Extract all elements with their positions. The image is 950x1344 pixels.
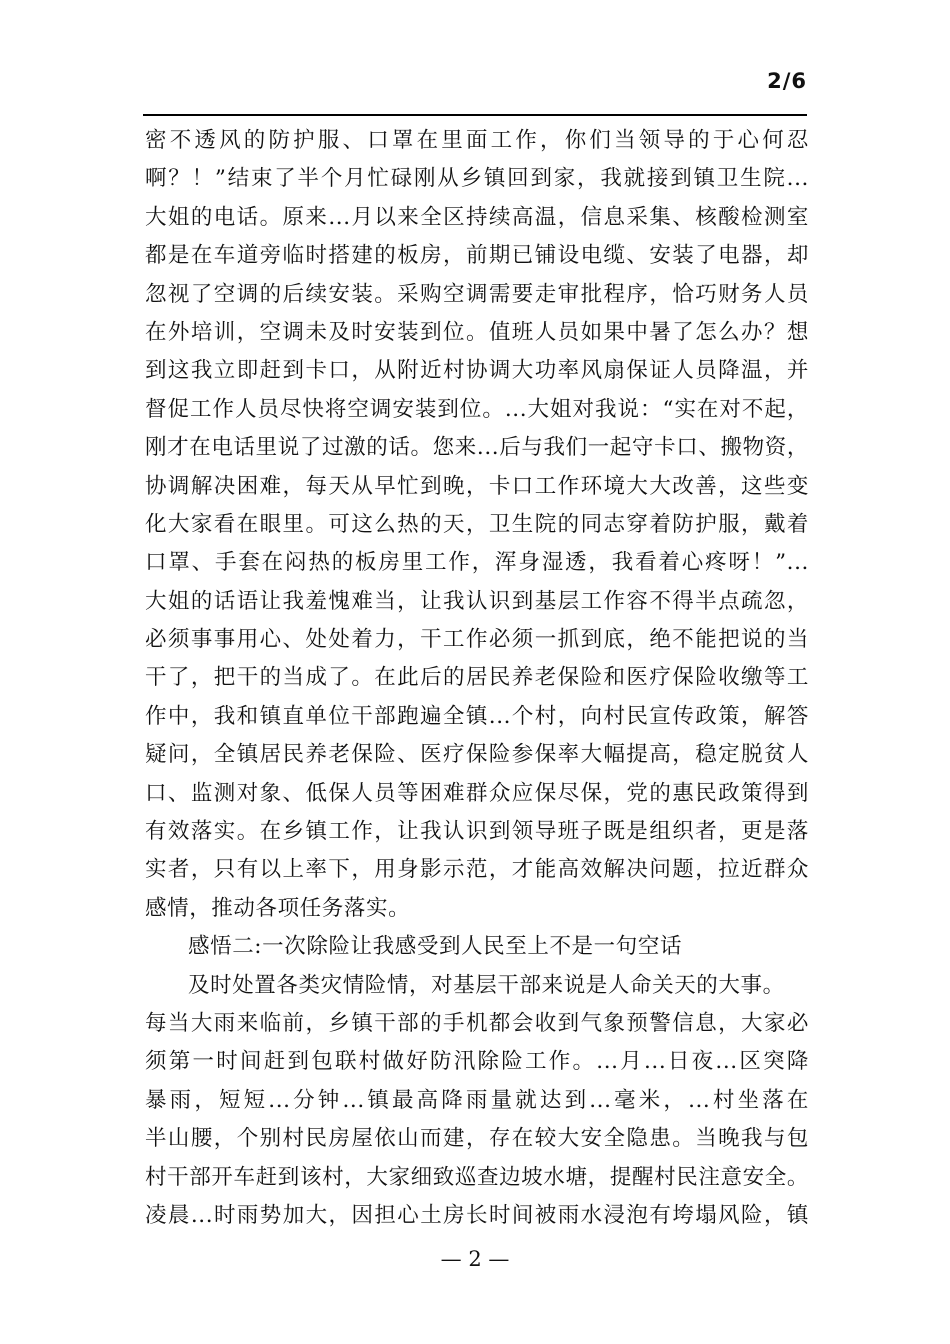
body-line: 督促工作人员尽快将空调安装到位。...大姐对我说：“实在对不起， bbox=[145, 396, 809, 422]
body-line: 大姐的话语让我羞愧难当，让我认识到基层工作容不得半点疏忽， bbox=[145, 588, 809, 614]
body-line: 口罩、手套在闷热的板房里工作，浑身湿透，我看着心疼呀！”... bbox=[145, 550, 809, 576]
body-line: 忽视了空调的后续安装。采购空调需要走审批程序，恰巧财务人员 bbox=[145, 281, 809, 307]
body-line: 作中，我和镇直单位干部跑遍全镇...个村，向村民宣传政策，解答 bbox=[145, 703, 809, 729]
body-line: 啊？！”结束了半个月忙碌刚从乡镇回到家，我就接到镇卫生院... bbox=[145, 166, 809, 192]
paragraph-first-line: 及时处置各类灾情险情，对基层干部来说是人命关天的大事。 bbox=[188, 972, 785, 998]
body-line: 半山腰，个别村民房屋依山而建，存在较大安全隐患。当晚我与包 bbox=[145, 1126, 809, 1152]
body-line: 口、监测对象、低保人员等困难群众应保尽保，党的惠民政策得到 bbox=[145, 780, 809, 806]
body-line: 密不透风的防护服、口罩在里面工作，你们当领导的于心何忍 bbox=[145, 128, 809, 153]
body-line: 有效落实。在乡镇工作，让我认识到领导班子既是组织者，更是落 bbox=[145, 819, 809, 845]
page-counter: 2/6 bbox=[767, 69, 807, 93]
body-line: 暴雨，短短...分钟...镇最高降雨量就达到...毫米，...村坐落在 bbox=[145, 1087, 809, 1113]
body-line: 每当大雨来临前，乡镇干部的手机都会收到气象预警信息，大家必 bbox=[145, 1010, 809, 1036]
document-body bbox=[145, 122, 809, 1235]
body-line: 到这我立即赶到卡口，从附近村协调大功率风扇保证人员降温，并 bbox=[145, 358, 809, 384]
body-line: 化大家看在眼里。可这么热的天，卫生院的同志穿着防护服，戴着 bbox=[145, 511, 809, 537]
body-line: 凌晨...时雨势加大，因担心土房长时间被雨水浸泡有垮塌风险，镇 bbox=[145, 1202, 809, 1228]
body-line: 在外培训，空调未及时安装到位。值班人员如果中暑了怎么办？想 bbox=[145, 319, 809, 345]
body-line: 大姐的电话。原来...月以来全区持续高温，信息采集、核酸检测室 bbox=[145, 204, 809, 230]
body-line: 疑问，全镇居民养老保险、医疗保险参保率大幅提高，稳定脱贫人 bbox=[145, 742, 809, 768]
body-line: 协调解决困难，每天从早忙到晚，卡口工作环境大大改善，这些变 bbox=[145, 473, 809, 499]
body-line: 干了，把干的当成了。在此后的居民养老保险和医疗保险收缴等工 bbox=[145, 665, 809, 691]
body-line: 必须事事用心、处处着力，干工作必须一抓到底，绝不能把说的当 bbox=[145, 627, 809, 653]
body-line: 刚才在电话里说了过激的话。您来...后与我们一起守卡口、搬物资， bbox=[145, 435, 809, 461]
body-line: 都是在车道旁临时搭建的板房，前期已铺设电缆、安装了电器，却 bbox=[145, 243, 809, 269]
body-line: 实者，只有以上率下，用身影示范，才能高效解决问题，拉近群众 bbox=[145, 857, 809, 883]
page-number-footer: — 2 — bbox=[440, 1247, 510, 1271]
body-line: 感情，推动各项任务落实。 bbox=[145, 895, 411, 921]
body-line: 村干部开车赶到该村，大家细致巡查边坡水塘，提醒村民注意安全。 bbox=[145, 1164, 809, 1190]
body-line: 须第一时间赶到包联村做好防汛除险工作。...月...日夜...区突降 bbox=[145, 1049, 809, 1075]
section-heading: 感悟二:一次除险让我感受到人民至上不是一句空话 bbox=[188, 934, 683, 960]
header-divider bbox=[143, 114, 807, 116]
